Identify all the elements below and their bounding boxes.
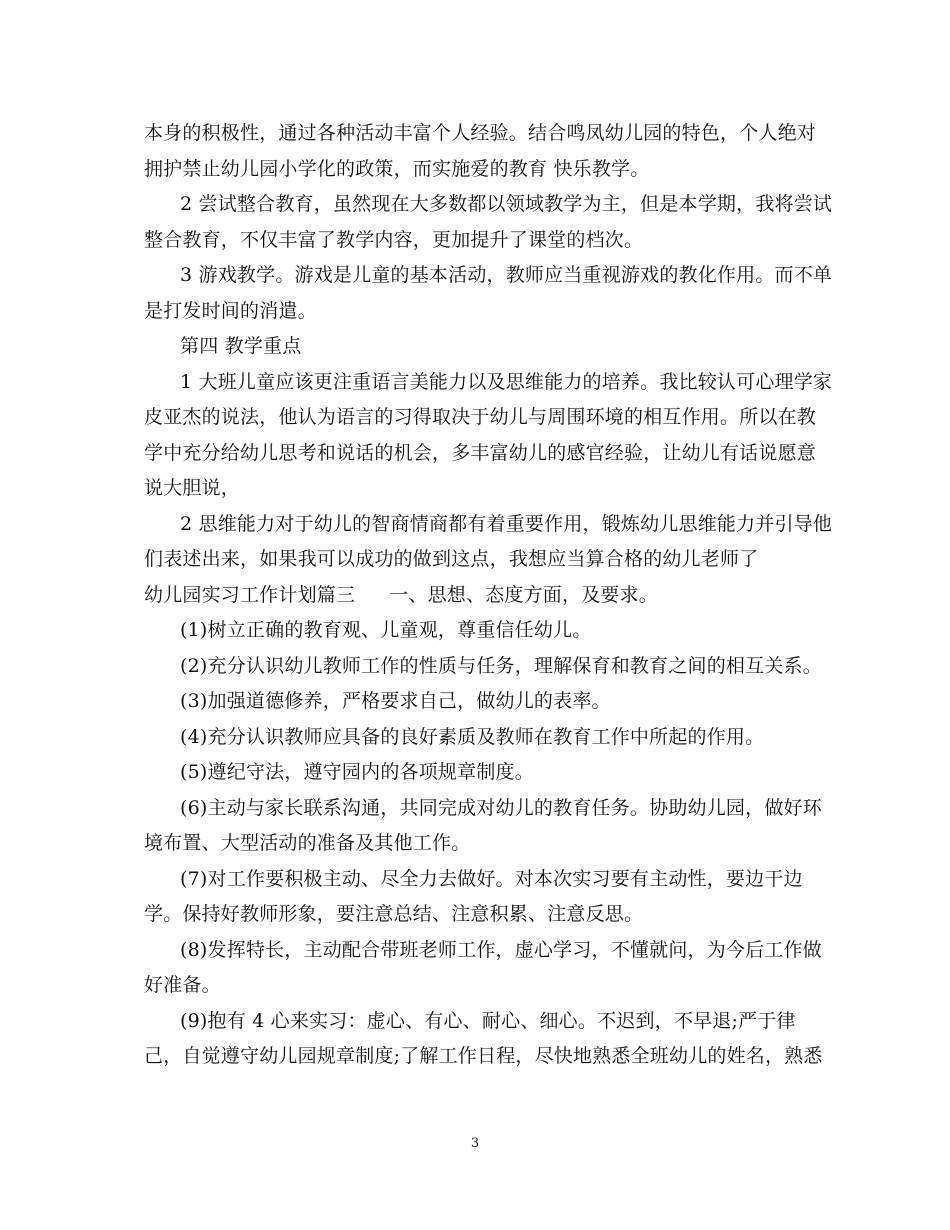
text-line: 整合教育，不仅丰富了教学内容，更加提升了课堂的档次。	[144, 228, 644, 251]
section-heading: 第四 教学重点	[180, 335, 302, 357]
section-title: 幼儿园实习工作计划篇三	[144, 583, 356, 606]
list-item: (3)加强道德修养，严格要求自己，做幼儿的表率。	[180, 690, 611, 712]
list-item: (4)充分认识教师应具备的良好素质及教师在教育工作中所起的作用。	[180, 725, 765, 748]
text-line: 皮亚杰的说法，他认为语言的习得取决于幼儿与周围环境的相互作用。所以在教	[144, 406, 817, 428]
text-line: 本身的积极性，通过各种活动丰富个人经验。结合鸣凤幼儿园的特色，个人绝对	[144, 122, 817, 144]
list-item: (6)主动与家长联系沟通，共同完成对幼儿的教育任务。协助幼儿园，做好环	[180, 796, 822, 819]
text-line: 1 大班儿童应该更注重语言美能力以及思维能力的培养。我比较认可心理学家	[180, 370, 833, 393]
text-line: 境布置、大型活动的准备及其他工作。	[144, 832, 471, 854]
list-item: (7)对工作要积极主动、尽全力去做好。对本次实习要有主动性，要边干边	[180, 867, 803, 890]
subsection-heading: 一、思想、态度方面，及要求。	[389, 583, 659, 606]
text-line: 3 游戏教学。游戏是儿童的基本活动，教师应当重视游戏的教化作用。而不单	[180, 264, 833, 286]
text-line: 是打发时间的消遣。	[144, 299, 317, 322]
page-number: 3	[470, 1136, 480, 1151]
list-item: (5)遵纪守法，遵守园内的各项规章制度。	[180, 761, 534, 783]
list-item: (1)树立正确的教育观、儿童观，尊重信任幼儿。	[180, 619, 592, 641]
text-line: 好准备。	[144, 974, 221, 996]
text-line: 2 尝试整合教育，虽然现在大多数都以领域教学为主，但是本学期，我将尝试	[180, 193, 833, 215]
text-line: 2 思维能力对于幼儿的智商情商都有着重要作用，锻炼幼儿思维能力并引导他	[180, 512, 833, 535]
text-line: 们表述出来，如果我可以成功的做到这点，我想应当算合格的幼儿老师了	[144, 548, 759, 570]
list-item: (9)抱有 4 心来实习：虚心、有心、耐心、细心。不迟到，不早退;严于律	[180, 1009, 796, 1032]
text-line: 学。保持好教师形象，要注意总结、注意积累、注意反思。	[144, 903, 644, 925]
text-line: 拥护禁止幼儿园小学化的政策，而实施爱的教育 快乐教学。	[144, 157, 650, 180]
text-line: 学中充分给幼儿思考和说话的机会，多丰富幼儿的感官经验，让幼儿有话说愿意	[144, 441, 817, 464]
section-title-line	[144, 578, 814, 614]
text-line: 己，自觉遵守幼儿园规章制度;了解工作日程，尽快地熟悉全班幼儿的姓名，熟悉	[144, 1045, 823, 1067]
list-item: (2)充分认识幼儿教师工作的性质与任务，理解保育和教育之间的相互关系。	[180, 654, 822, 677]
document-body	[144, 116, 833, 1075]
text-line: 说大胆说，	[144, 477, 241, 499]
list-item: (8)发挥特长，主动配合带班老师工作，虚心学习，不懂就问，为今后工作做	[180, 938, 822, 961]
